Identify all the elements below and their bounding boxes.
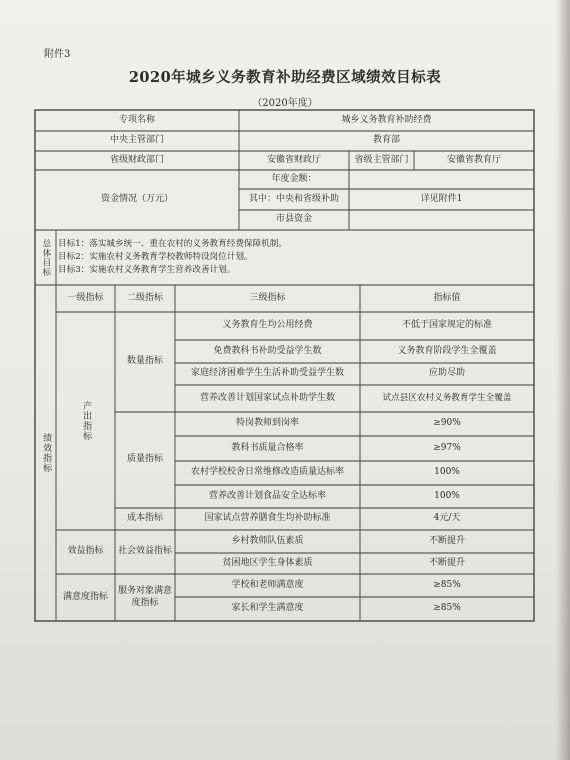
indicator-row-9: 国家试点营养膳食生均补助标准 [204, 513, 331, 524]
value-row-3: 应助尽助 [428, 368, 465, 379]
level2-quality: 质量指标 [126, 454, 163, 465]
level2-social: 社会效益指标 [118, 546, 173, 557]
col-header-value: 指标值 [433, 292, 461, 303]
col-header-level2: 二级指标 [126, 292, 163, 303]
central-dept-label: 中央主管部门 [109, 135, 164, 146]
project-name-label: 专项名称 [118, 114, 155, 125]
indicator-row-13: 家长和学生满意度 [231, 603, 304, 614]
provincial-admin-label: 省级主管部门 [354, 154, 409, 165]
level1-output: 产出指标 [81, 401, 92, 441]
indicator-row-5: 特岗教师到岗率 [235, 418, 299, 429]
value-row-5: ≥90% [433, 418, 461, 429]
col-header-level1: 一级指标 [67, 292, 104, 303]
value-row-10: 不断提升 [428, 535, 465, 546]
value-row-6: ≥97% [433, 442, 461, 453]
performance-section-label: 绩效指标 [41, 433, 52, 473]
value-row-8: 100% [434, 490, 460, 501]
central-dept-value: 教育部 [372, 135, 400, 146]
indicator-row-7: 农村学校校舍日常维修改造质量达标率 [190, 467, 344, 478]
value-row-13: ≥85% [433, 603, 461, 614]
value-row-11: 不断提升 [428, 557, 465, 568]
year-label: （2020年度） [252, 98, 318, 109]
goal-item: 目标2：实施农村义务教育学校教师特设岗位计划。 [58, 252, 253, 262]
central-subsidy-label: 其中：中央和省级补助 [248, 193, 339, 204]
attachment-label: 附件3 [44, 49, 71, 60]
indicator-row-10: 乡村教师队伍素质 [231, 535, 304, 546]
level1-benefit: 效益指标 [67, 546, 104, 557]
goal-item: 目标1：落实城乡统一、重在农村的义务教育经费保障机制。 [58, 239, 287, 249]
value-row-7: 100% [434, 467, 460, 478]
level2-service: 服务对象满意度指标 [118, 586, 173, 608]
overall-goals-list [58, 238, 287, 277]
value-row-12: ≥85% [433, 579, 461, 590]
indicator-row-6: 教科书质量合格率 [231, 442, 304, 453]
level1-satisfaction: 满意度指标 [62, 591, 108, 602]
provincial-admin-value: 安徽省教育厅 [446, 154, 501, 165]
goal-item: 目标3：实施农村义务教育学生营养改善计划。 [58, 265, 236, 275]
overall-goals-label: 总体目标 [40, 238, 51, 277]
project-name-value: 城乡义务教育补助经费 [341, 114, 432, 125]
value-row-9: 4元/天 [433, 513, 461, 524]
level2-cost: 成本指标 [126, 513, 163, 524]
value-row-4: 试点县区农村义务教育学生全覆盖 [382, 393, 512, 404]
provincial-finance-value: 安徽省财政厅 [266, 154, 321, 165]
indicator-row-1: 义务教育生均公用经费 [222, 320, 313, 331]
indicator-row-3: 家庭经济困难学生生活补助受益学生数 [190, 368, 344, 379]
indicator-row-2: 免费教科书补助受益学生数 [213, 345, 322, 356]
provincial-finance-label: 省级财政部门 [109, 154, 164, 165]
annual-amount-label: 年度金额： [271, 173, 317, 184]
funding-label: 资金情况（万元） [100, 194, 173, 205]
value-row-2: 义务教育阶段学生全覆盖 [397, 345, 497, 356]
col-header-level3: 三级指标 [249, 292, 286, 303]
county-funds-label: 市县资金 [275, 214, 312, 225]
level2-quantity: 数量指标 [126, 356, 163, 367]
central-subsidy-value: 详见附件1 [420, 193, 463, 204]
document-title: 2020年城乡义务教育补助经费区域绩效目标表 [128, 69, 442, 86]
indicator-row-12: 学校和老师满意度 [231, 579, 304, 590]
indicator-row-11: 贫困地区学生身体素质 [222, 557, 313, 568]
indicator-row-4: 营养改善计划国家试点补助学生数 [199, 392, 335, 403]
indicator-row-8: 营养改善计划食品安全达标率 [208, 490, 326, 501]
value-row-1: 不低于国家规定的标准 [401, 320, 492, 331]
